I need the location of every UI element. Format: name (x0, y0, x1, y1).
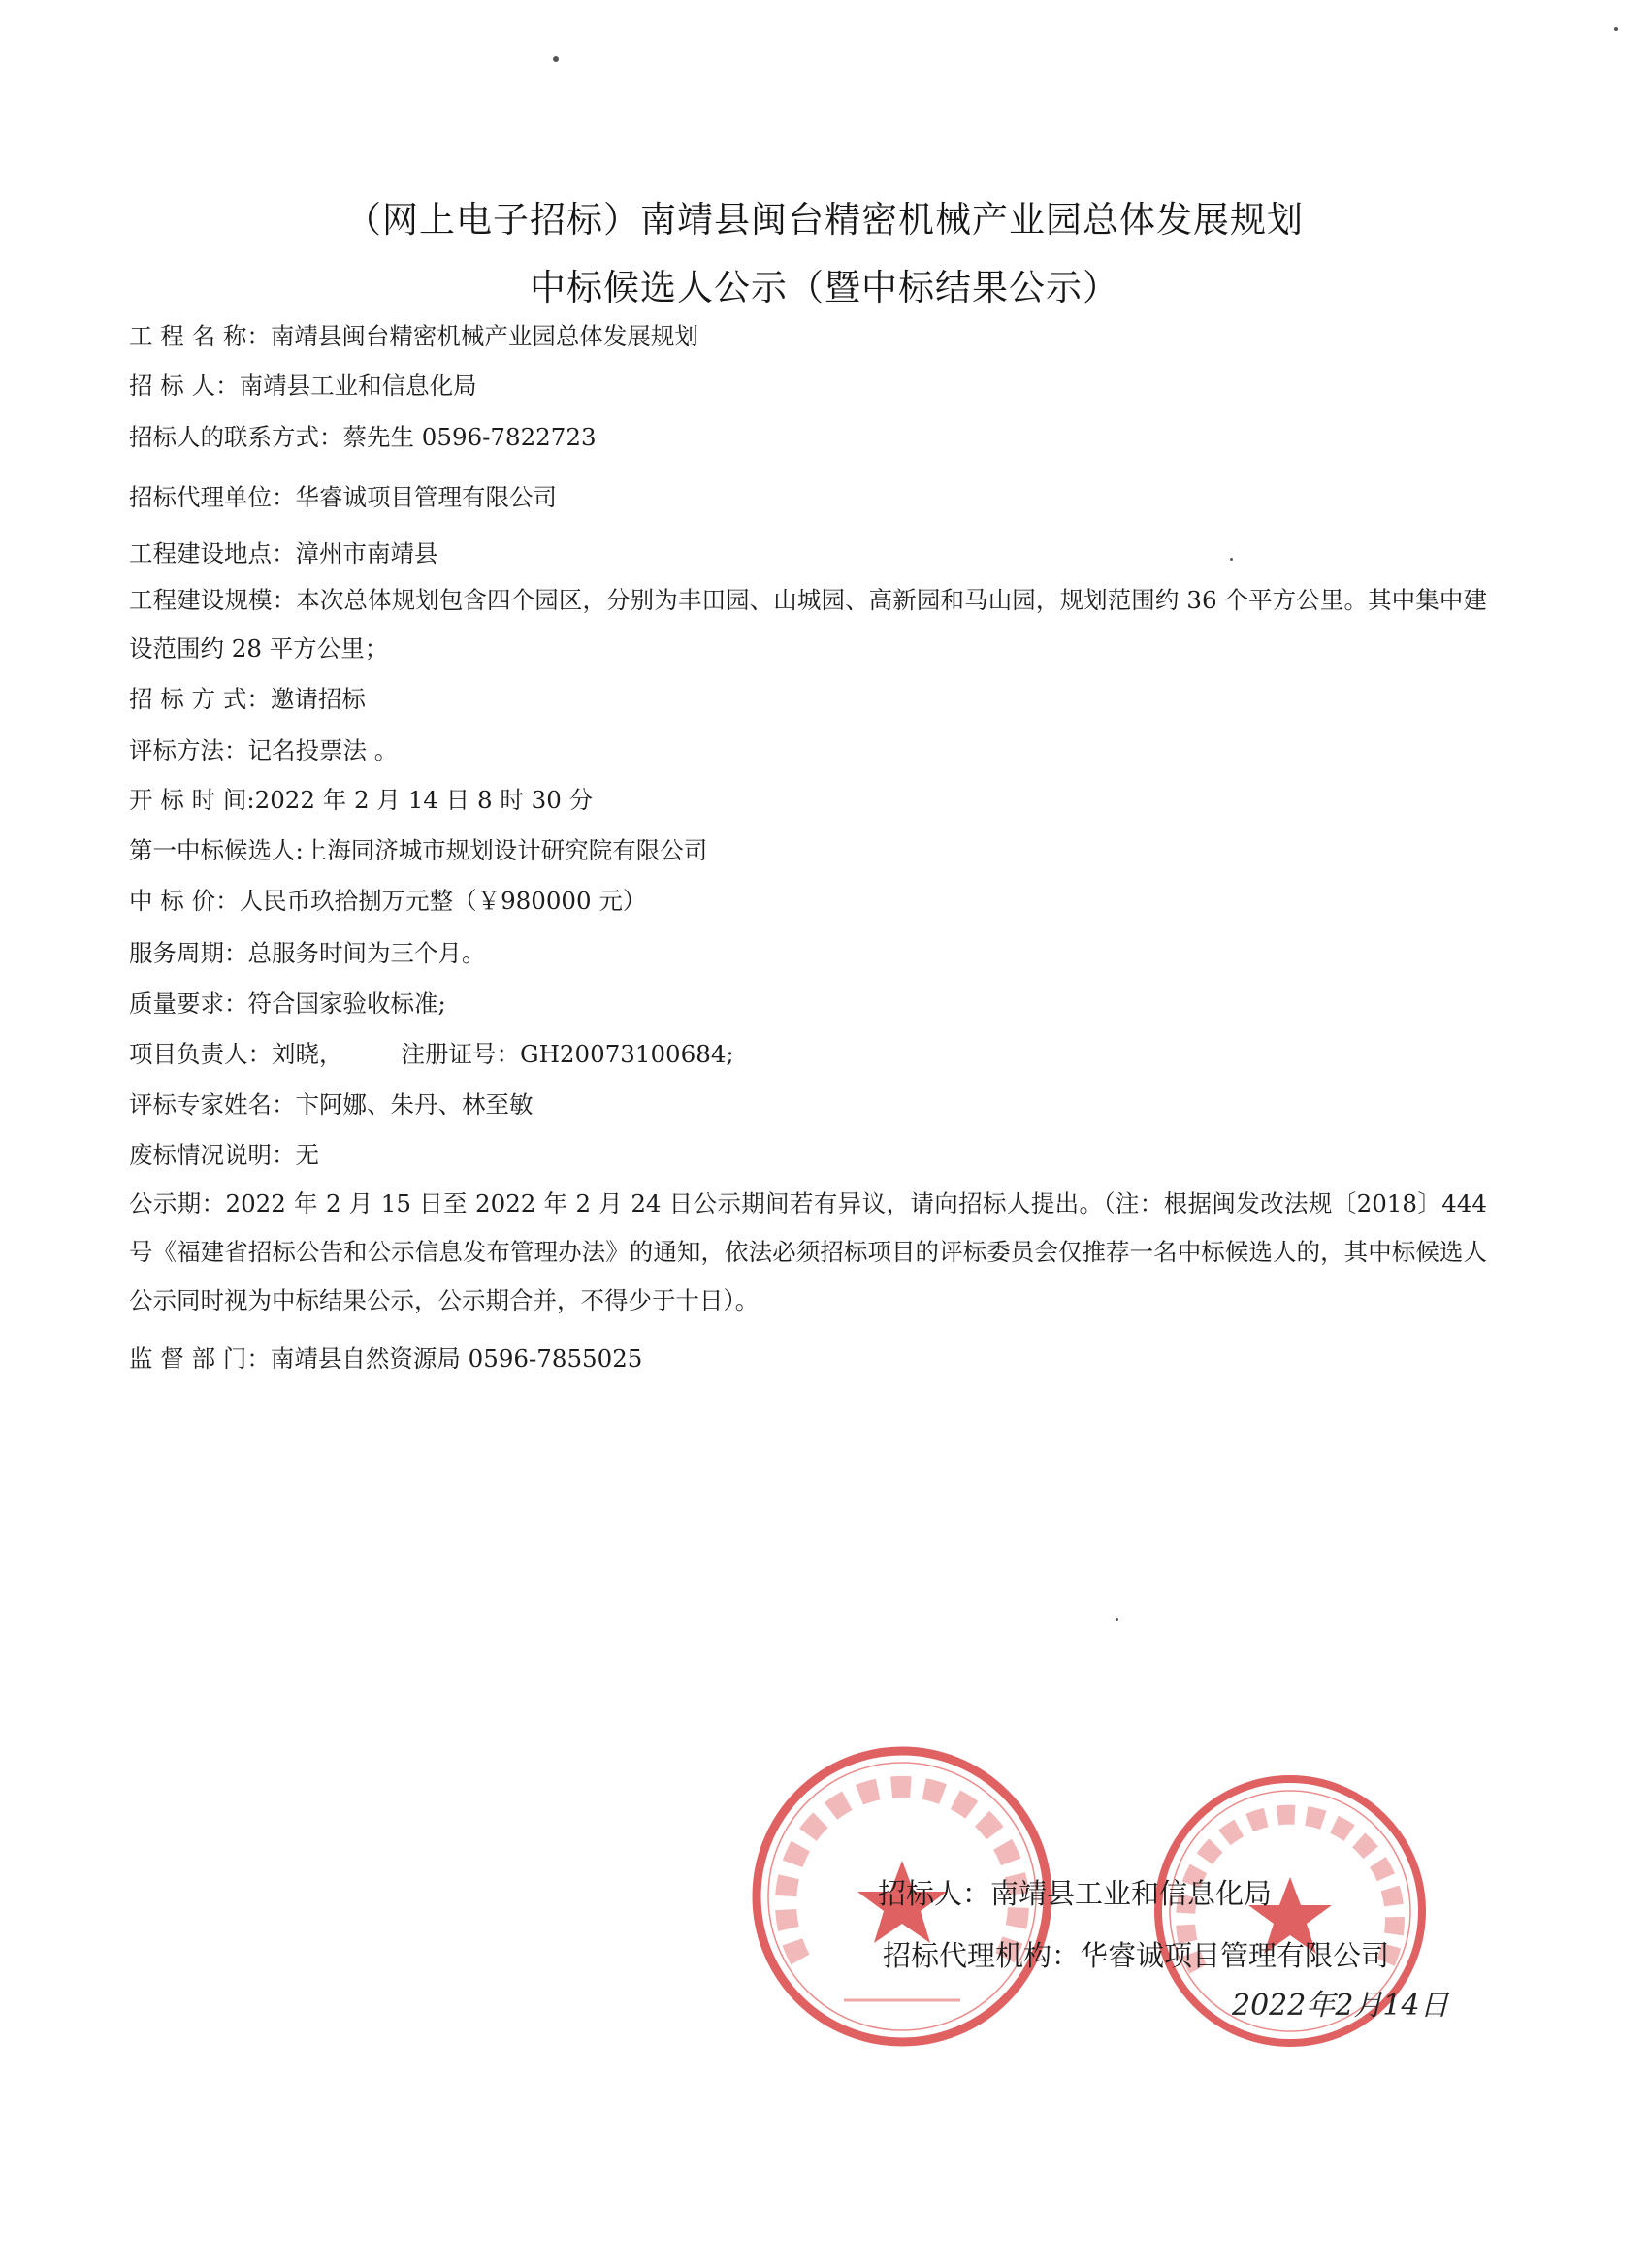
field-service-period: 服务周期：总服务时间为三个月。 (129, 939, 486, 967)
field-experts: 评标专家姓名：卞阿娜、朱丹、林至敏 (129, 1090, 534, 1118)
signature-tenderer: 招标人：南靖县工业和信息化局 (878, 1877, 1273, 1910)
field-manager-row (129, 1038, 734, 1071)
scan-speck (1116, 1618, 1118, 1621)
document-title: （网上电子招标）南靖县闽台精密机械产业园总体发展规划 (345, 199, 1304, 241)
field-method: 招 标 方 式：邀请招标 (129, 685, 366, 713)
field-opening-time: 开 标 时 间:2022 年 2 月 14 日 8 时 30 分 (129, 786, 594, 814)
scan-speck (1230, 558, 1233, 561)
field-agency: 招标代理单位：华睿诚项目管理有限公司 (129, 483, 557, 511)
field-price: 中 标 价：人民币玖拾捌万元整（￥980000 元） (129, 887, 647, 915)
field-tenderer: 招 标 人：南靖县工业和信息化局 (129, 372, 477, 400)
document-subtitle: 中标候选人公示（暨中标结果公示） (530, 267, 1119, 308)
field-contact: 招标人的联系方式：蔡先生 0596-7822723 (129, 423, 597, 451)
field-supervision: 监 督 部 门：南靖县自然资源局 0596-7855025 (129, 1345, 643, 1373)
field-location: 工程建设地点：漳州市南靖县 (129, 539, 438, 567)
field-quality: 质量要求：符合国家验收标准; (129, 989, 446, 1018)
field-publicity: 公示期：2022 年 2 月 15 日至 2022 年 2 月 24 日公示期间若有异议，请向招标人提出。（注：根据闽发改法规〔2018〕444 号《福建省招标公告和公示信息发布管理办法》的通知，依法必须招标项目的评标委员会仅推荐一名中标候选人的，其中标候选人公示同时视为中标结果公示，公示期合并，不得少于十日）。 (129, 1189, 1487, 1314)
signature-date: 2022年2月14日 (1232, 1989, 1449, 2023)
field-first-candidate: 第一中标候选人:上海同济城市规划设计研究院有限公司 (129, 836, 708, 864)
scan-speck (1614, 27, 1618, 31)
field-scale: 工程建设规模：本次总体规划包含四个园区，分别为丰田园、山城园、高新园和马山园，规划范围约 36 个平方公里。其中集中建设范围约 28 平方公里； (129, 586, 1487, 663)
field-registration: 注册证号：GH20073100684; (401, 1040, 734, 1068)
field-invalid-bids: 废标情况说明：无 (129, 1141, 319, 1169)
field-manager: 项目负责人：刘晓， (129, 1040, 343, 1068)
scan-speck (553, 56, 559, 62)
field-evaluation: 评标方法：记名投票法 。 (129, 736, 399, 764)
field-project-name: 工 程 名 称：南靖县闽台精密机械产业园总体发展规划 (129, 322, 698, 350)
signature-agency: 招标代理机构：华睿诚项目管理有限公司 (883, 1939, 1390, 1972)
